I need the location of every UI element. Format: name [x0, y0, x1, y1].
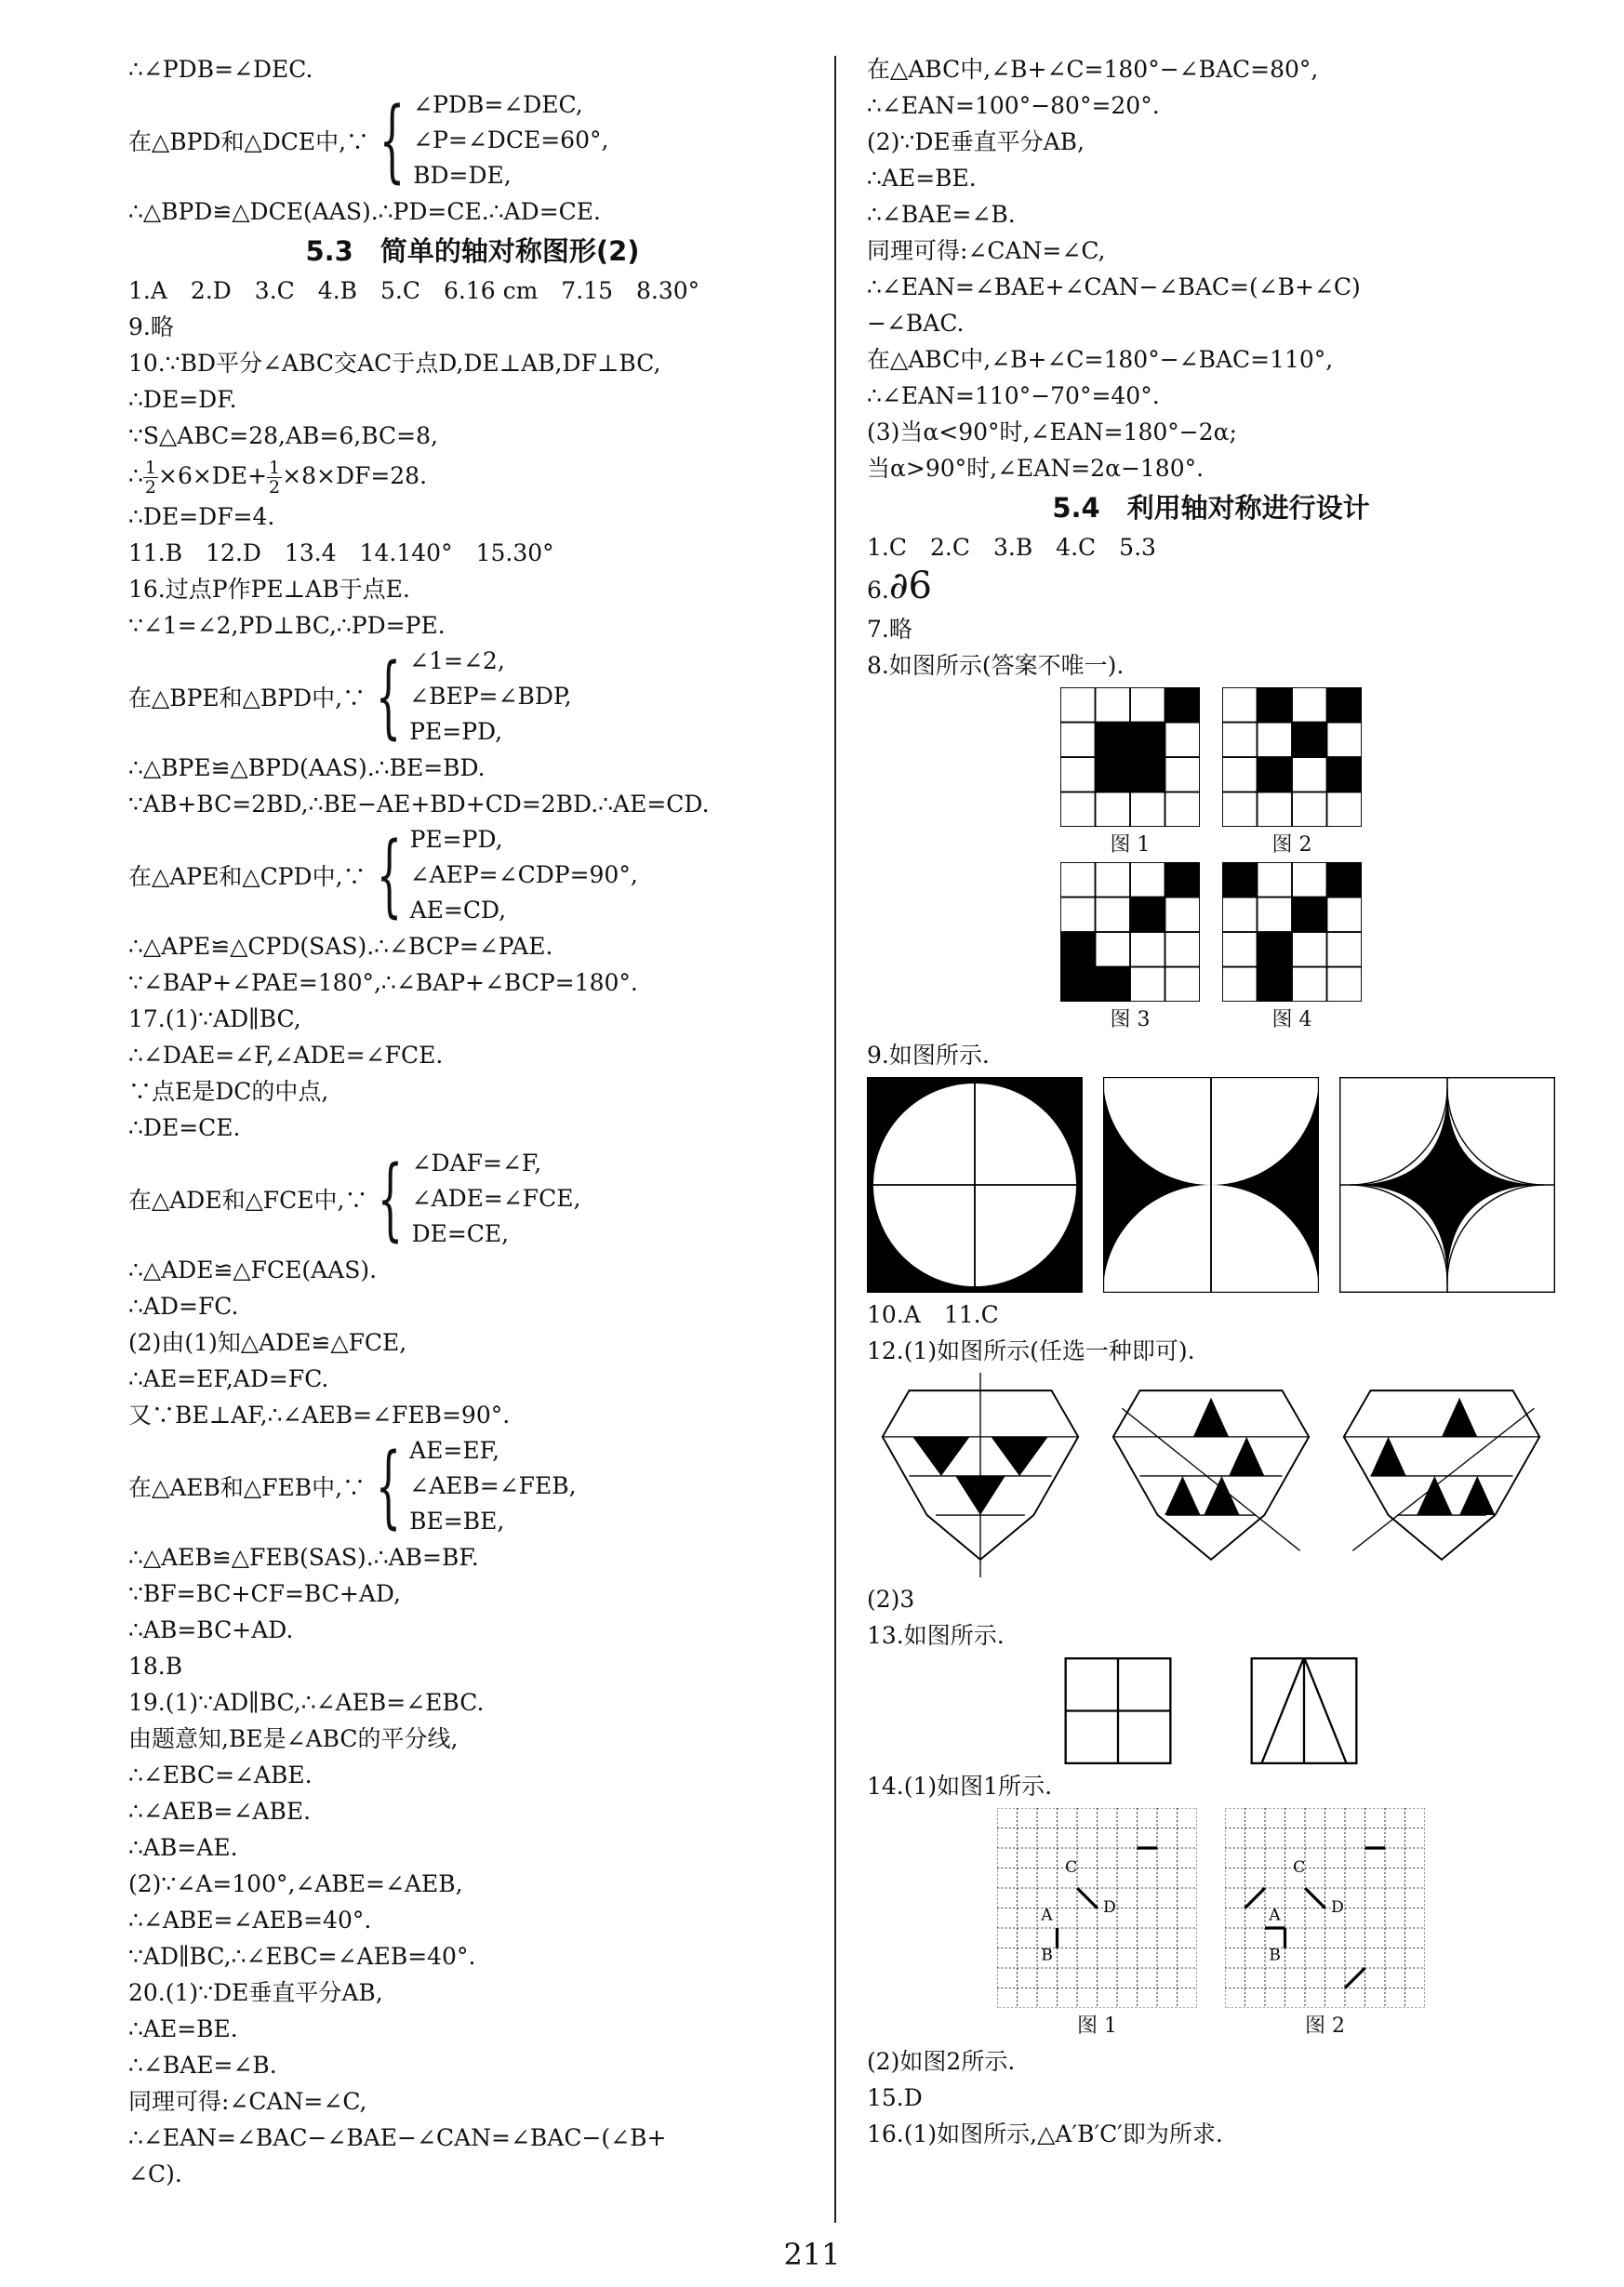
- text-line: ∴∠EAN=110°−70°=40°.: [867, 382, 1160, 409]
- figure-8-row2: [867, 862, 1555, 1033]
- text-line: ∠C).: [128, 2161, 182, 2187]
- star-arc-design: [1339, 1077, 1555, 1293]
- text-line: 当α>90°时,∠EAN=2α−180°.: [867, 455, 1205, 482]
- semicircle-design: [1103, 1077, 1319, 1293]
- text-line: (2)∵DE垂直平分AB,: [867, 128, 1085, 155]
- figure-13: [867, 1657, 1555, 1764]
- dot-grid-figure-2: [1225, 1808, 1425, 2040]
- point-label: [1103, 1898, 1116, 1917]
- text-line: ∵∠1=∠2,PD⊥BC,∴PD=PE.: [128, 612, 446, 639]
- dot-grid-figure-1: [997, 1808, 1197, 2040]
- text-line: 在△BPD和△DCE中,∵: [128, 128, 370, 155]
- text-line: ∴△APE≌△CPD(SAS).∴∠BCP=∠PAE.: [128, 933, 553, 960]
- brace-system: [128, 644, 817, 750]
- text-line: ∴∠AEB=∠ABE.: [128, 1798, 312, 1825]
- text-line: 12.(1)如图所示(任选一种即可).: [867, 1337, 1195, 1364]
- condition: PE=PD,: [409, 718, 503, 745]
- point-label: [1040, 1906, 1053, 1924]
- text-line: ∴∠DAE=∠F,∠ADE=∠FCE.: [128, 1042, 444, 1069]
- column-divider: [834, 56, 836, 2223]
- text-line: ∴AB=BC+AD.: [128, 1616, 294, 1643]
- point-label: [1065, 1858, 1077, 1877]
- figure-caption: 图 2: [1271, 833, 1312, 857]
- text-line: 9.如图所示.: [867, 1042, 990, 1069]
- text-line: 13.如图所示.: [867, 1622, 1005, 1649]
- divided-square: [1062, 1657, 1174, 1764]
- text-line: (2)如图2所示.: [867, 2048, 1016, 2075]
- answer-line: 9.略: [128, 313, 174, 340]
- text-line: 同理可得:∠CAN=∠C,: [867, 237, 1106, 264]
- point-label: [1268, 1906, 1281, 1924]
- condition: ∠1=∠2,: [409, 647, 505, 674]
- page-number: 211: [783, 2237, 841, 2272]
- figure-9: [867, 1077, 1555, 1293]
- condition: ∠AEP=∠CDP=90°,: [409, 861, 638, 888]
- right-column: [867, 51, 1555, 2152]
- pattern-grid: [1222, 687, 1362, 827]
- point-label: [1293, 1858, 1305, 1877]
- condition: AE=EF,: [409, 1437, 500, 1464]
- text-line: 由题意知,BE是∠ABC的平分线,: [128, 1725, 459, 1752]
- condition: ∠P=∠DCE=60°,: [413, 126, 609, 153]
- text-line: ∵∠BAP+∠PAE=180°,∴∠BAP+∠BCP=180°.: [128, 969, 638, 996]
- point-label: [1041, 1946, 1053, 1964]
- text-line: ∴AE=BE.: [867, 165, 977, 192]
- text-line: ∴∠EAN=∠BAE+∠CAN−∠BAC=(∠B+∠C): [867, 273, 1361, 300]
- text-line: 19.(1)∵AD∥BC,∴∠AEB=∠EBC.: [128, 1689, 485, 1716]
- text-line: 在△BPE和△BPD中,∵: [128, 685, 366, 711]
- left-brace: {: [378, 1147, 404, 1251]
- text-line: 14.(1)如图1所示.: [867, 1773, 1053, 1800]
- text-line: ∴AD=FC.: [128, 1293, 239, 1320]
- grid-figure-4: [1222, 862, 1362, 1033]
- left-brace: {: [379, 88, 406, 193]
- text-line: (2)3: [867, 1586, 915, 1613]
- answer-line: 6.∂6: [867, 565, 932, 607]
- text-line: ∴∠ABE=∠AEB=40°.: [128, 1907, 372, 1934]
- fraction: $\frac{1}{2}$: [144, 458, 156, 498]
- triangle-square: [1248, 1657, 1360, 1764]
- text-line: ∴△AEB≌△FEB(SAS).∴AB=BF.: [128, 1544, 479, 1571]
- text-line: ∴△BPE≌△BPD(AAS).∴BE=BD.: [128, 754, 486, 781]
- text-line: 又∵BE⊥AF,∴∠AEB=∠FEB=90°.: [128, 1402, 511, 1429]
- figure-caption: 图 1: [1077, 2014, 1117, 2038]
- text-line: ∴DE=DF.: [128, 386, 237, 413]
- text-line: ∴△ADE≌△FCE(AAS).: [128, 1257, 378, 1283]
- text-line: −∠BAC.: [867, 310, 965, 337]
- dot-grid: [1225, 1808, 1425, 2008]
- answer-glyph: ∂6: [888, 565, 932, 607]
- condition: AE=CD,: [409, 897, 507, 924]
- text-line: ∴∠EAN=100°−80°=20°.: [867, 92, 1160, 119]
- text-line: ∴∠BAE=∠B.: [867, 201, 1016, 228]
- text-line: 20.(1)∵DE垂直平分AB,: [128, 1979, 383, 2006]
- figure-12: [867, 1373, 1555, 1577]
- condition: BE=BE,: [409, 1508, 505, 1535]
- section-title: 5.4 利用轴对称进行设计: [1052, 492, 1370, 524]
- text-line: 在△ADE和△FCE中,∵: [128, 1187, 368, 1214]
- grid-figure-1: [1060, 687, 1200, 858]
- text-line: 在△APE和△CPD中,∵: [128, 863, 366, 890]
- text-line: 在△ABC中,∠B+∠C=180°−∠BAC=110°,: [867, 346, 1334, 373]
- text-line: ∴ $\frac{1}{2}$ ×6×DE+ $\frac{1}{2}$ ×8×DF=28.: [128, 458, 428, 498]
- condition: DE=CE,: [411, 1220, 510, 1247]
- left-brace: {: [376, 823, 402, 927]
- condition: ∠PDB=∠DEC,: [413, 91, 583, 118]
- fraction: $\frac{1}{2}$: [269, 458, 281, 498]
- brace-system: [128, 1146, 817, 1252]
- text-line: 在△AEB和△FEB中,∵: [128, 1474, 366, 1501]
- text-line: ∴AE=EF,AD=FC.: [128, 1365, 329, 1392]
- figure-caption: 图 2: [1305, 2014, 1345, 2038]
- triangle-grid-design: [873, 1373, 1087, 1577]
- text-line: 8.如图所示(答案不唯一).: [867, 652, 1125, 679]
- grid-figure-3: [1060, 862, 1200, 1033]
- answer-line: 1.C 2.C 3.B 4.C 5.3: [867, 534, 1156, 561]
- text-line: ∴∠EAN=∠BAC−∠BAE−∠CAN=∠BAC−(∠B+: [128, 2124, 667, 2151]
- text-line: 17.(1)∵AD∥BC,: [128, 1005, 301, 1032]
- condition: ∠ADE=∠FCE,: [411, 1185, 581, 1212]
- answer-line: 18.B: [128, 1653, 183, 1680]
- circle-square-design: [867, 1077, 1083, 1293]
- figure-8-row1: [867, 687, 1555, 858]
- pattern-grid: [1222, 862, 1362, 1002]
- text-line: ∵BF=BC+CF=BC+AD,: [128, 1580, 401, 1607]
- answer-line: 7.略: [867, 616, 912, 643]
- answer-line: 11.B 12.D 13.4 14.140° 15.30°: [128, 539, 554, 566]
- text-line: ∴DE=CE.: [128, 1114, 241, 1141]
- left-column: [128, 51, 817, 2192]
- triangle-grid-design: [1335, 1373, 1549, 1577]
- text-line: ∴DE=DF=4.: [128, 503, 275, 530]
- condition: ∠DAF=∠F,: [411, 1150, 542, 1177]
- text-line: ∵AD∥BC,∴∠EBC=∠AEB=40°.: [128, 1943, 476, 1970]
- pattern-grid: [1060, 687, 1200, 827]
- text-line: (3)当α<90°时,∠EAN=180°−2α;: [867, 419, 1237, 445]
- text-line: ∴AB=AE.: [128, 1834, 238, 1861]
- text-line: 在△ABC中,∠B+∠C=180°−∠BAC=80°,: [867, 56, 1319, 83]
- point-label: [1269, 1946, 1281, 1964]
- triangle-grid-design: [1104, 1373, 1318, 1577]
- left-brace: {: [375, 1434, 402, 1538]
- condition: BD=DE,: [413, 162, 512, 189]
- condition: ∠AEB=∠FEB,: [409, 1472, 577, 1499]
- text-line: (2)∵∠A=100°,∠ABE=∠AEB,: [128, 1870, 463, 1897]
- condition: PE=PD,: [409, 826, 503, 853]
- text-line: 16.过点P作PE⊥AB于点E.: [128, 576, 410, 603]
- brace-system: [128, 87, 817, 193]
- section-title: 5.3 简单的轴对称图形(2): [305, 235, 640, 267]
- left-brace: {: [375, 645, 402, 749]
- text-line: ∴AE=BE.: [128, 2015, 238, 2042]
- pattern-grid: [1060, 862, 1200, 1002]
- text-line: ∴∠EBC=∠ABE.: [128, 1762, 313, 1788]
- text-line: ∵AB+BC=2BD,∴BE−AE+BD+CD=2BD.∴AE=CD.: [128, 791, 710, 818]
- figure-14: [867, 1808, 1555, 2040]
- brace-system: [128, 1433, 817, 1539]
- text-line: (2)由(1)知△ADE≌△FCE,: [128, 1329, 407, 1356]
- text-line: ∴∠PDB=∠DEC.: [128, 56, 313, 83]
- answer-line: 1.A 2.D 3.C 4.B 5.C 6.16 cm 7.15 8.30°: [128, 277, 700, 304]
- figure-caption: 图 1: [1110, 833, 1151, 857]
- text-line: ∵点E是DC的中点,: [128, 1078, 329, 1105]
- grid-figure-2: [1222, 687, 1362, 858]
- answer-line: 10.A 11.C: [867, 1301, 999, 1328]
- text-line: ∴△BPD≌△DCE(AAS).∴PD=CE.∴AD=CE.: [128, 198, 601, 225]
- figure-caption: 图 4: [1271, 1008, 1312, 1031]
- answer-line: 15.D: [867, 2084, 923, 2111]
- condition: ∠BEP=∠BDP,: [409, 683, 572, 710]
- figure-caption: 图 3: [1110, 1008, 1151, 1031]
- dot-grid: [997, 1808, 1197, 2008]
- point-label: [1331, 1898, 1344, 1917]
- text-line: 10.∵BD平分∠ABC交AC于点D,DE⊥AB,DF⊥BC,: [128, 350, 661, 377]
- text-line: ∴∠BAE=∠B.: [128, 2052, 277, 2079]
- brace-system: [128, 822, 817, 928]
- text-line: 同理可得:∠CAN=∠C,: [128, 2088, 367, 2115]
- text-line: ∵S△ABC=28,AB=6,BC=8,: [128, 422, 438, 449]
- text-line: 16.(1)如图所示,△A′B′C′即为所求.: [867, 2121, 1223, 2147]
